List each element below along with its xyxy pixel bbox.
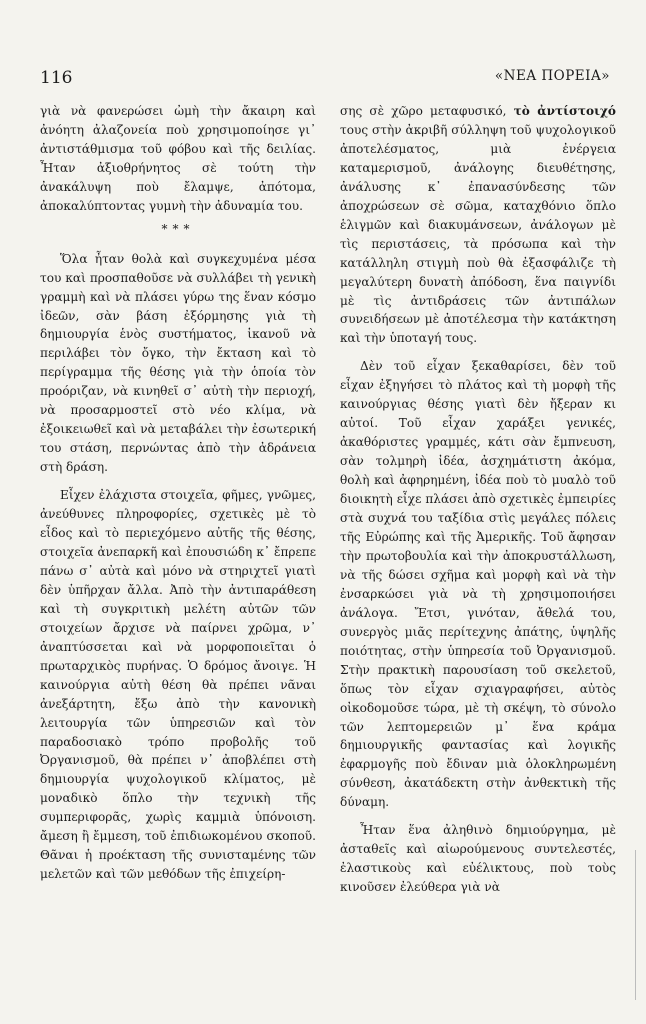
left-column — [40, 102, 316, 884]
paragraph-gap — [40, 477, 316, 486]
paragraph: Εἶχεν ἐλάχιστα στοιχεῖα, φῆμες, γνῶμες, ἀνεύθυνες πληροφορίες, σχετικὲς μὲ τὸ εἶδος καὶ τὸ περιεχόμενο αὐτῆς τῆς θέσης, στοιχεῖα ἀνεπαρκῆ καὶ ἐπουσιώδη κ᾽ ἔπρεπε πάνω σ᾽ αὐτὰ καὶ μόνο νὰ στηριχτεῖ γιατὶ δὲν ὑπῆρχαν ἄλλα. Ἀπὸ τὴν ἀντιπαράθεση καὶ τὴ συγκριτικὴ μελέτη αὐτῶν τῶν στοιχείων ἄρχισε νὰ παίρνει χρῶμα, ν᾽ ἀναπτύσσεται καὶ νὰ μορφοποιεῖται ὁ πρωταρχικὸς πυρήνας. Ὁ δρόμος ἄνοιγε. Ἡ καινούργια αὐτὴ θέση θὰ πρέπει νᾶναι ἀνεξάρτητη, ἔξω ἀπὸ τὴν κανονικὴ λειτουργία τῶν ὑπηρεσιῶν καὶ τὸν παραδοσιακὸ τρόπο προβολῆς τοῦ Ὀργανισμοῦ, θὰ πρέπει ν᾽ ἀποβλέπει στὴ δημιουργία ψυχολογικοῦ κλίματος, μὲ μοναδικὸ ὅπλο τὴν τεχνικὴ τῆς συμπεριφορᾶς, χωρὶς καμμιὰ ὑπόνοιση. ἄμεση ἢ ἔμμεση, τοῦ ἐπιδιωκομένου σκοποῦ. Θᾶναι ἡ προέκταση τῆς συνισταμένης τῶν μελετῶν καὶ τῶν μεθόδων τῆς ἐπιχείρη- — [40, 488, 316, 882]
page-number: 116 — [40, 68, 73, 88]
paragraph: γιὰ νὰ φανερώσει ὠμὴ τὴν ἄκαιρη καὶ ἀνόητη ἀλαζονεία ποὺ χρησιμοποίησε γι᾽ ἀντιστάθμισμα τοῦ φόβου καὶ τῆς δειλίας. Ἦταν ἀξιοθρήνητος σὲ τούτη τὴν ἀνακάλυψη ποὺ ἔλαμψε, ἀπότομα, ἀποκαλύπτοντας γυμνὴ τὴν ἀδυναμία του. — [40, 104, 316, 213]
paragraph-gap — [340, 812, 616, 821]
paragraph-gap — [340, 348, 616, 357]
paragraph: Δὲν τοῦ εἶχαν ξεκαθαρίσει, δὲν τοῦ εἶχαν ἐξηγήσει τὸ πλάτος καὶ τὴ μορφὴ τῆς καινούργιας θέσης γιατὶ δὲν ἤξεραν κι αὐτοί. Τοῦ εἶχαν χαράξει γενικές, ἀκαθόριστες γραμμές, κάτι σὰν ἔμπνευση, σὰν τολμηρὴ ἰδέα, ἀσχημάτιστη ἀκόμα, θολὴ καὶ ἀφηρημένη, ἰδέα ποὺ τὸ μυαλὸ τοῦ διοικητὴ εἶχε πλάσει ἀπὸ σχετικὲς ἐμπειρίες στὰ συχνά του ταξίδια στὶς μεγάλες πόλεις τῆς Εὐρώπης καὶ τῆς Ἀμερικῆς. Τοῦ ἄφησαν τὴν πρωτοβουλία καὶ τὴν ἀποκρυστάλλωση, νὰ τῆς δώσει σχῆμα καὶ μορφὴ καὶ νὰ τὴν ἐνσαρκώσει γιὰ νὰ τὴ χρησιμοποιήσει ἀνάλογα. Ἔτσι, γινόταν, ἄθελά του, συνεργὸς μιᾶς περίτεχνης ἀπάτης, ὑψηλῆς ποιότητας, στὴν ὑπηρεσία τοῦ Ὀργανισμοῦ. Στὴν πρακτικὴ παρουσίαση τοῦ σκελετοῦ, ὅπως τὸν εἶχαν σχιαγραφήσει, αὐτὸς οἰκοδομοῦσε τώρα, μὲ τὴ σκέψη, τὸ σύνολο τῶν λεπτομερειῶν μ᾽ ἕνα κράμα δημιουργικῆς φαντασίας καὶ λογικῆς ἐφαρμογῆς ποὺ ἔδιναν μιὰ ὁλοκληρωμένη σύνθεση, ἀκατάδεκτη στὴν ἀνθεκτικὴ τῆς δύναμη. — [340, 359, 616, 810]
text-run: τους στὴν ἀκριβῆ σύλληψη τοῦ ψυχολογικοῦ ἀποτελέσματος, μιὰ ἐνέργεια καταμερισμοῦ, ἀνάλογης διευθέτησης, ἀνάλυσης κ᾽ ἐπανασύνδεσης τῶν ἀποχρώσεων σὲ σῶμα, καταχθόνιο ὅπλο ἑλιγμῶν καὶ διακυμάνσεων, ἀνάλογων μὲ τὶς περιστάσεις, τὰ πρόσωπα καὶ τὴν κατάλληλη στιγμὴ ποὺ θὰ ἐξασφάλιζε τὴ μεγαλύτερη δυνατὴ ἀπόδοση, ἕνα παιγνίδι μὲ τὶς ἀντιδράσεις τῶν ἀντιπάλων συνειδήσεων μὲ ἀποτέλεσμα τὴν κατάκτηση καὶ τὴν ὑποταγή τους. — [340, 122, 616, 346]
section-separator: *** — [161, 221, 195, 236]
text-run: σης σὲ χῶρο μεταφυσικό, — [340, 104, 514, 118]
bold-text-run: τὸ ἀντίστοιχό — [513, 104, 616, 118]
scan-edge-mark — [635, 850, 636, 1000]
paragraph: Ἦταν ἕνα ἀληθινὸ δημιούργημα, μὲ ἀσταθεῖς καὶ αἰωρούμενους συντελεστές, ἐλαστικοὺς καὶ εὐέλικτους, ποὺ τοὺς κινοῦσεν ἐλεύθερα γιὰ νὰ — [340, 823, 616, 895]
page-header — [40, 68, 610, 92]
right-column — [340, 102, 616, 897]
paragraph: Ὅλα ἦταν θολὰ καὶ συγκεχυμένα μέσα του καὶ προσπαθοῦσε νὰ συλλάβει τὴ γενικὴ γραμμὴ καὶ νὰ πλάσει γύρω της ἕναν κόσμο ἰδεῶν, σὰν βάση ἐξόρμησης γιὰ τὴ δημιουργία ἑνὸς συστήματος, ἱκανοῦ νὰ περιλάβει τὸν ὄγκο, τὴν ἔκταση καὶ τὸ περίγραμμα τῆς θέσης γιὰ τὴν ὁποία τὸν προόριζαν, νὰ κινηθεῖ σ᾽ αὐτὴ τὴν περιοχή, νὰ προσαρμοστεῖ στὸ νέο κλίμα, νὰ ἐξοικειωθεῖ καὶ νὰ μεταβάλει τὴν ἐσωτερική του στάση, περνώντας ἀπὸ τὴν ἀδράνεια στὴ δράση. — [40, 251, 316, 475]
paragraph — [340, 102, 616, 348]
running-title: «ΝΕΑ ΠΟΡΕΙΑ» — [494, 68, 610, 84]
